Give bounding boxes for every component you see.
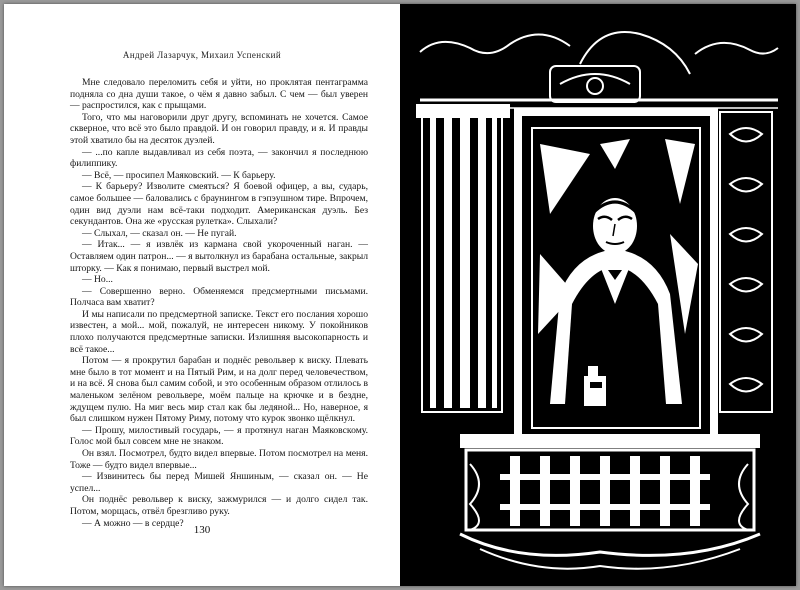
illustration-man-with-revolver-in-window: [400, 4, 796, 586]
paragraph: Он поднёс револьвер к виску, зажмурился — и долго сидел так. Потом, морщась, отвёл брезгливо руку.: [70, 494, 368, 517]
paragraph: И мы написали по предсмертной записке. Текст его послания хорошо известен, а мой... мой, пожалуй, не интересен никому. У покойников плохо получаются предсмертные записки. Излишняя высокопарность и всё такое...: [70, 308, 368, 355]
paragraph: — Слыхал, — сказал он. — Не пугай.: [82, 227, 237, 239]
page-number: 130: [193, 524, 211, 536]
paragraph: Того, что мы наговорили друг другу, вспоминать не хочется. Самое скверное, что всё это было правдой. И он говорил правду, и я. И правды этой хватило бы на десяток дуэлей.: [70, 111, 368, 146]
book-spread: [4, 4, 796, 586]
body-text: [70, 77, 368, 529]
paragraph: — А можно — в сердце?: [82, 517, 184, 529]
left-column: [416, 104, 510, 412]
paragraph: — ...по капле выдавливал из себя поэта, — закончил я последнюю филиппику.: [70, 146, 368, 170]
paragraph: — Всё, — просипел Маяковский. — К барьеру.: [82, 169, 276, 181]
paragraph: Потом — я прокрутил барабан и поднёс револьвер к виску. Плевать мне было в тот момент и на Пятый Рим, и на долг перед человечеством, и на всё. Я снова был самим собой, и это особенным образом отлилось в маленьком зелёном револьвере, моём пальце на крючке и в бездне, ждущем пулю. На миг весь мир стал как бы ледяной... Но, наверное, я был слишком нужен Пятому Риму, потому что курок звонко щёлкнул.: [70, 355, 368, 425]
paragraph: — Совершенно верно. Обменяемся предсмертными письмами. Полчаса вам хватит?: [70, 285, 368, 309]
paragraph: Мне следовало переломить себя и уйти, но проклятая пентаграмма подняла со дна души такое, о чём я давно забыл. С чем — был уверен — распростился, как с прыщами.: [70, 77, 368, 112]
right-page: [400, 4, 796, 586]
paragraph: — Прошу, милостивый государь, — я протянул наган Маяковскому. Голос мой был совсем мне не знаком.: [70, 424, 368, 448]
paragraph: — К барьеру? Изволите смеяться? Я боевой офицер, а вы, сударь, самое большее — баловались с браунингом в гэпэушном тире. Впрочем, один вид дуэли нам всё-таки подходит. Американская дуэль. Без секундантов. Она же «русская рулетка». Слыхали?: [70, 181, 368, 228]
paragraph: — Но...: [82, 274, 113, 286]
paragraph: — Итак... — я извлёк из кармана свой укороченный наган. — Оставляем один патрон... — я вытолкнул из барабана остальные, закрыл шторку. — Как я понимаю, первый выстрел мой.: [70, 239, 368, 274]
left-page: [4, 4, 400, 586]
paragraph: — Извинитесь бы перед Мишей Яншиным, — сказал он. — Не успел...: [70, 471, 368, 494]
paragraph: Он взял. Посмотрел, будто видел впервые. Потом посмотрел на меня. Тоже — будто видел впервые...: [70, 448, 368, 471]
running-head: Андрей Лазарчук, Михаил Успенский: [122, 50, 282, 60]
